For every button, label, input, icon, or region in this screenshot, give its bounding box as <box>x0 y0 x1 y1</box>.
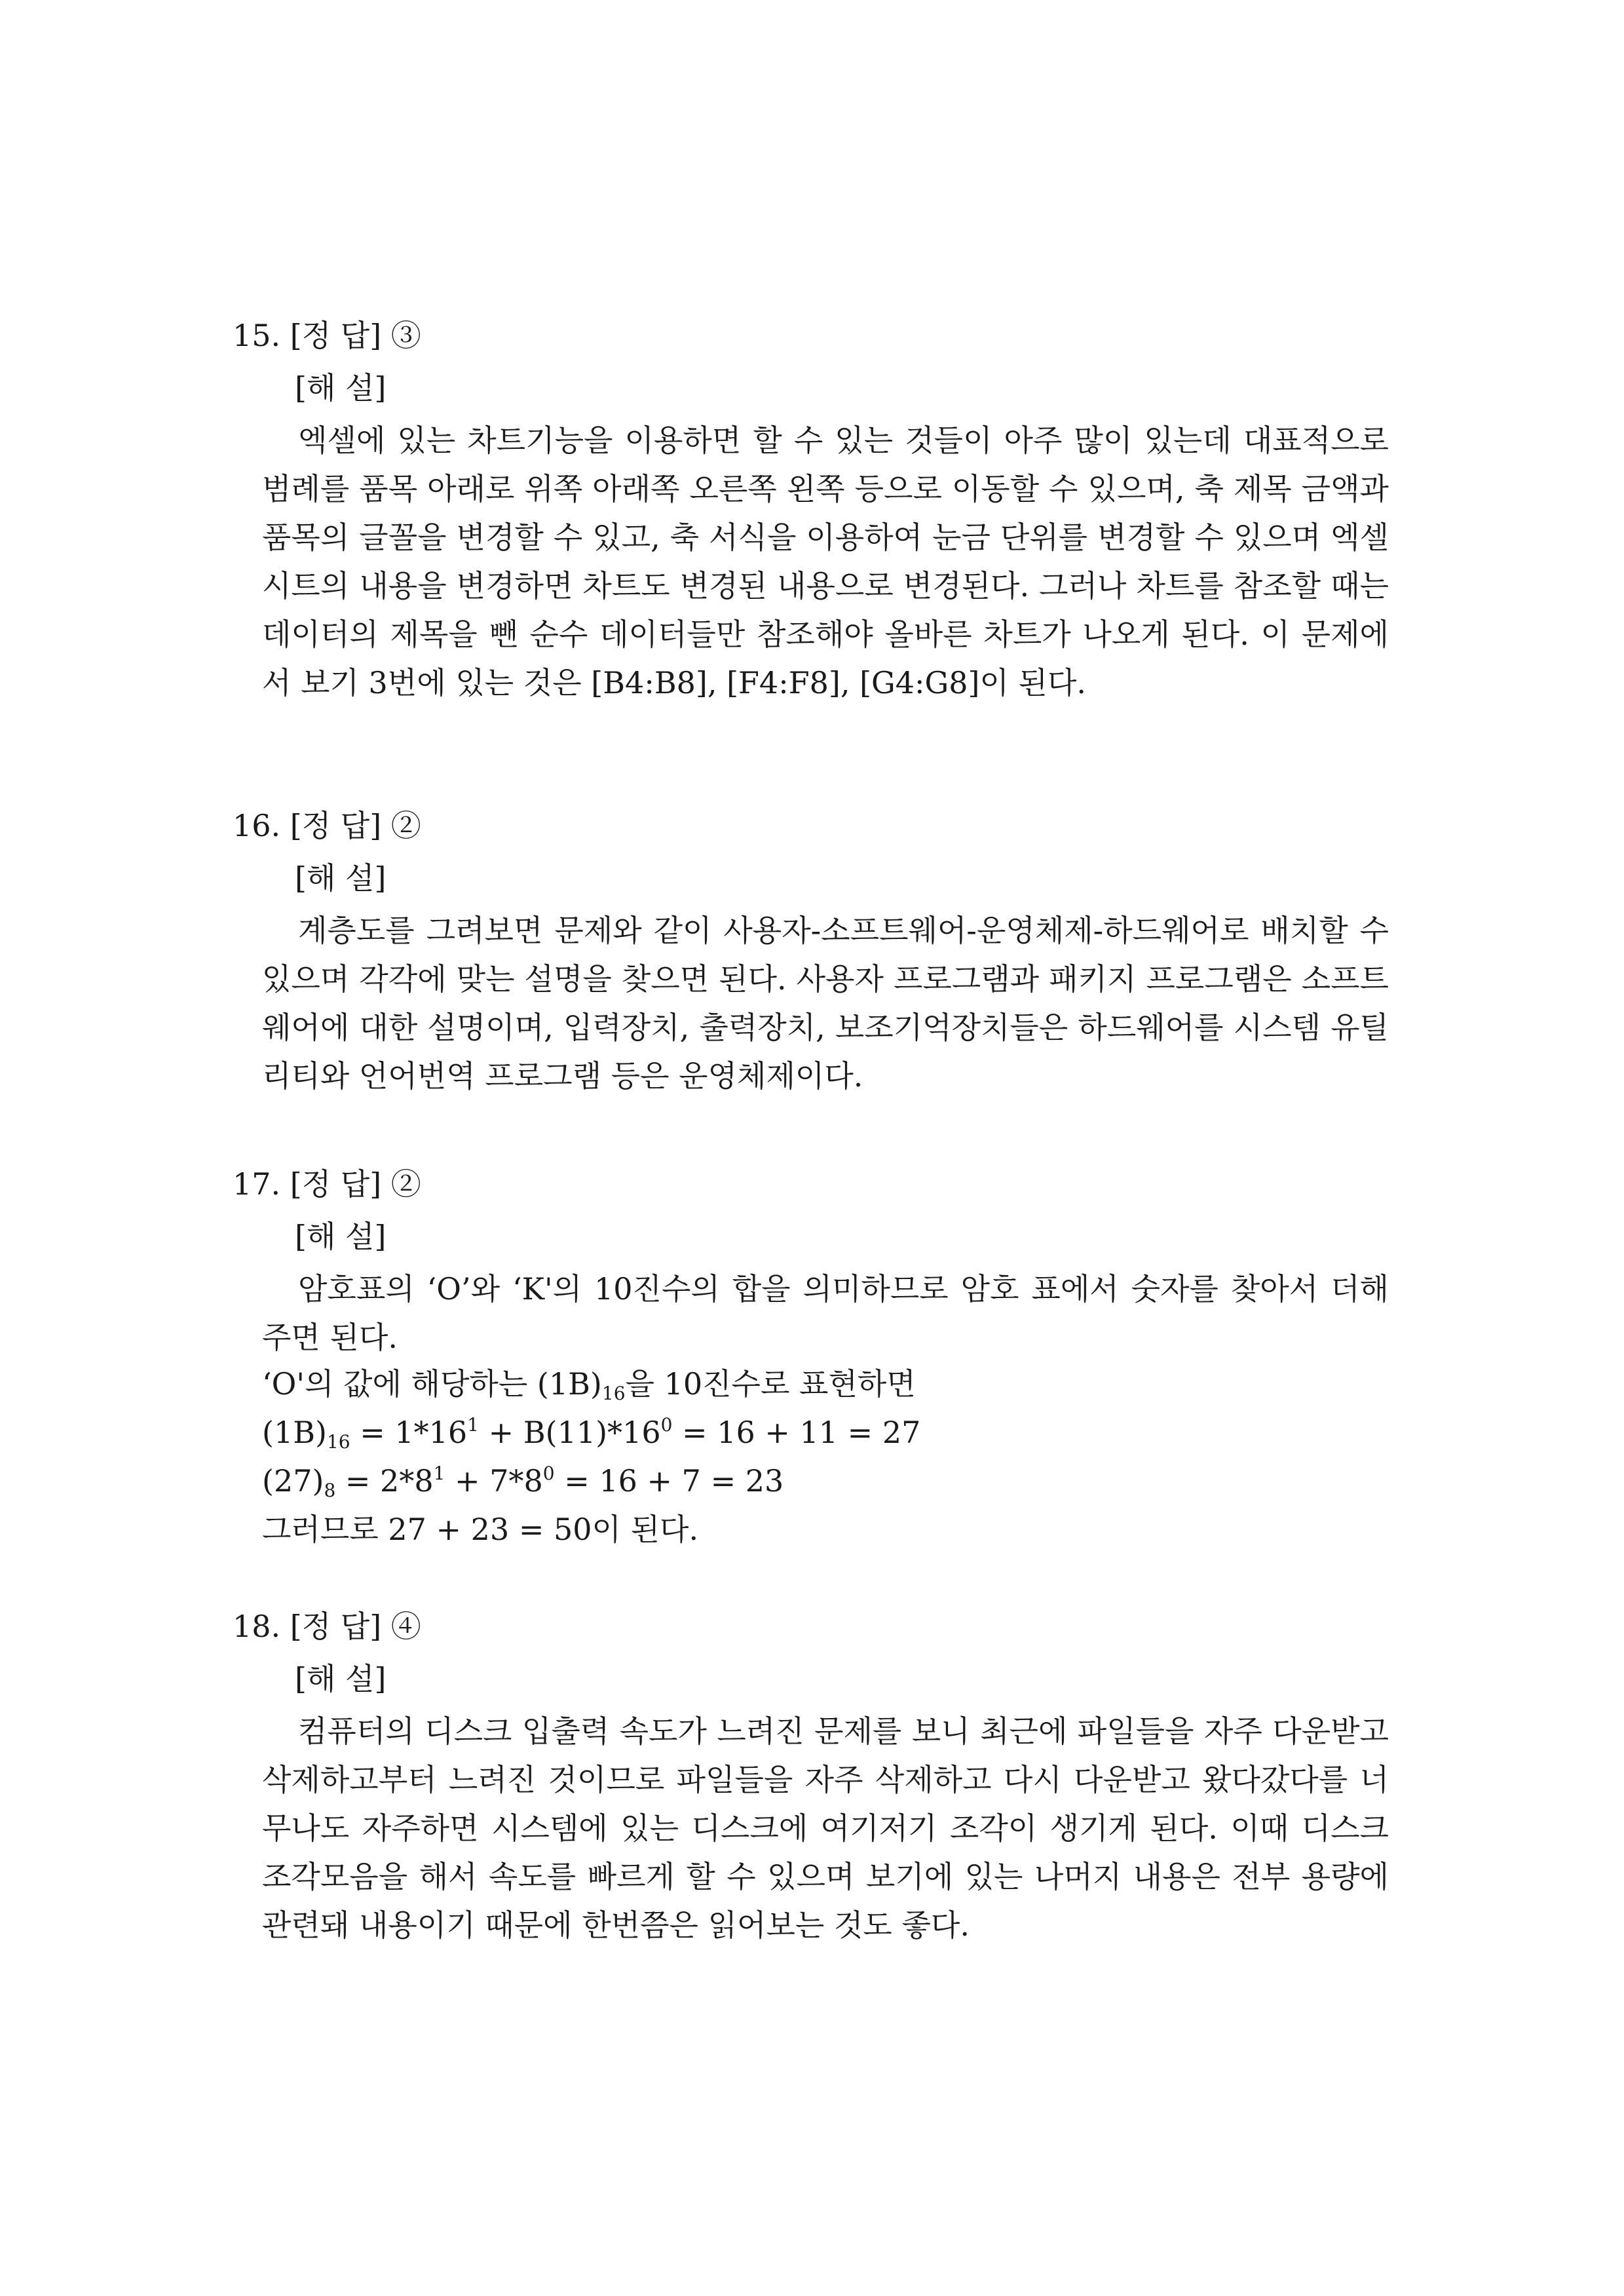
q17-octal-conversion-line: $(27)_8 = 2*8^1 + 7*8^0 = 16 + 7 = 23$ <box>262 1463 784 1501</box>
q18-explanation-text: 컴퓨터의 디스크 입출력 속도가 느려진 문제를 보니 최근에 파일들을 자주 다운받고 삭제하고부터 느려진 것이므로 파일들을 자주 삭제하고 다시 다운받고 왔다갔다를 너무나도 자주하면 시스템에 있는 디스크에 여기저기 조각이 생기게 된다. 이때 디스크 조각모음을 해서 속도를 빠르게 할 수 있으며 보기에 있는 나머지 내용은 전부 용량에 관련돼 내용이기 때문에 한번쯤은 읽어보는 것도 좋다. <box>262 1713 1389 1943</box>
q18-answer-heading: 18. [정 답] ④ <box>233 1609 421 1644</box>
q17-explanation-label: [해 설] <box>295 1219 387 1254</box>
q16-answer-heading: 16. [정 답] ② <box>233 808 421 843</box>
q18-explanation-label: [해 설] <box>295 1661 387 1696</box>
q15-explanation-label: [해 설] <box>295 370 387 406</box>
q15-explanation-text: 엑셀에 있는 차트기능을 이용하면 할 수 있는 것들이 아주 많이 있는데 대표적으로 범례를 품목 아래로 위쪽 아래쪽 오른쪽 왼쪽 등으로 이동할 수 있으며, 축 제목 금액과 품목의 글꼴을 변경할 수 있고, 축 서식을 이용하여 눈금 단위를 변경할 수 있으며 엑셀 시트의 내용을 변경하면 차트도 변경된 내용으로 변경된다. 그러나 차트를 참조할 때는 데이터의 제목을 뺀 순수 데이터들만 참조해야 올바른 차트가 나오게 된다. 이 문제에서 보기 3번에 있는 것은 [B4:B8], [F4:F8], [G4:G8]이 된다. <box>262 423 1389 700</box>
q16-explanation-text: 계층도를 그려보면 문제와 같이 사용자-소프트웨어-운영체제-하드웨어로 배치할 수 있으며 각각에 맞는 설명을 찾으면 된다. 사용자 프로그램과 패키지 프로그램은 소프트웨어에 대한 설명이며, 입력장치, 출력장치, 보조기억장치들은 하드웨어를 시스템 유틸리티와 언어번역 프로그램 등은 운영체제이다. <box>262 913 1389 1094</box>
q17-explanation-text: 암호표의 ‘O’와 ‘K'의 10진수의 합을 의미하므로 암호 표에서 숫자를 찾아서 더해주면 된다. <box>262 1271 1389 1355</box>
q15-answer-heading: 15. [정 답] ③ <box>233 318 421 353</box>
q16-explanation-label: [해 설] <box>295 860 387 896</box>
q17-hex-value-line: ‘O'의 값에 해당하는 $(1B)_{16}$을 10진수로 표현하면 <box>262 1366 916 1404</box>
q17-sum-line: 그러므로 27 + 23 = 50이 된다. <box>262 1512 699 1547</box>
q17-hex-conversion-line: $(1B)_{16} = 1*16^1 + B(11)*16^0 = 16 + 11 = 27$ <box>262 1414 921 1453</box>
q17-answer-heading: 17. [정 답] ② <box>233 1166 421 1202</box>
